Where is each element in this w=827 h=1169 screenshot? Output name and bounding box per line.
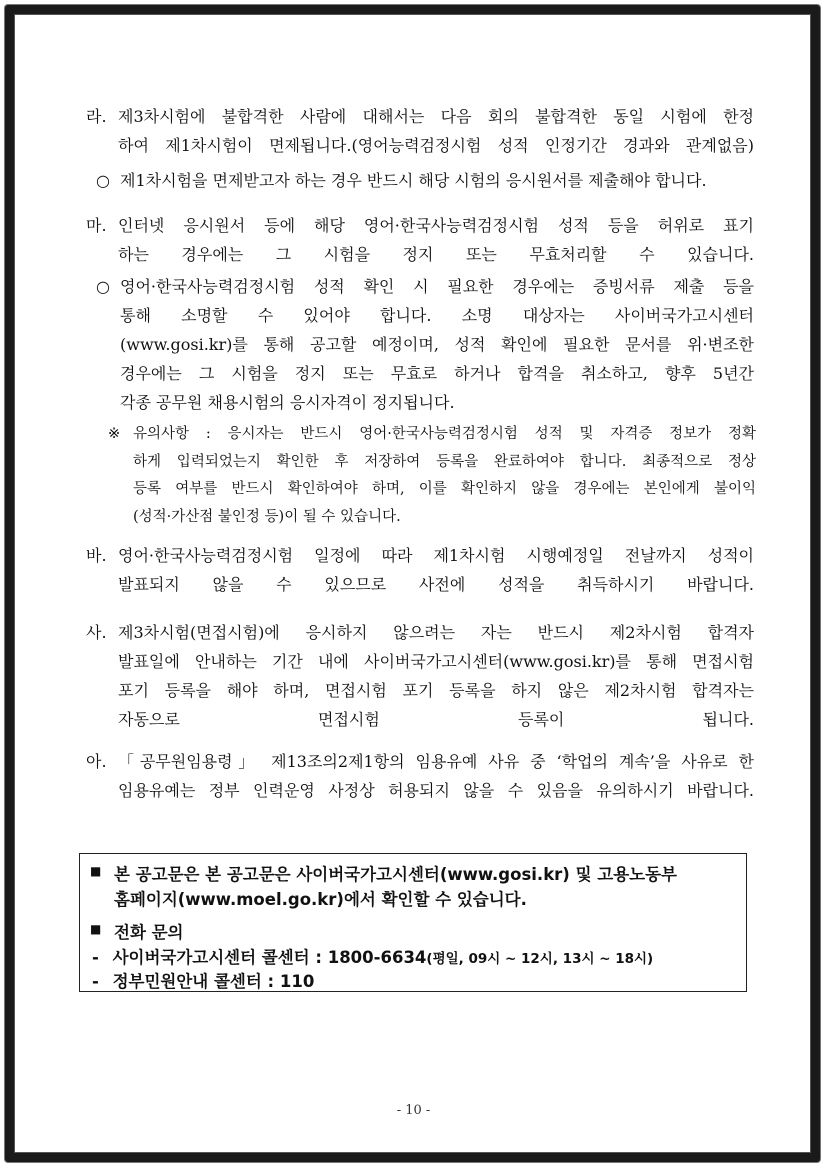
text-line: 임용유예는 정부 인력운영 사정상 허용되지 않을 수 있음을 유의하시기 바랍니다. bbox=[118, 781, 754, 800]
notice-line: 홈페이지(www.moel.go.kr)에서 확인할 수 있습니다. bbox=[114, 890, 527, 909]
circle-bullet-icon: ○ bbox=[96, 171, 110, 190]
text-line: 유의사항 : 응시자는 반드시 영어·한국사능력검정시험 성적 및 자격증 정보가 정확 bbox=[133, 426, 756, 442]
text-line: 하여 제1차시험이 면제됩니다.(영어능력검정시험 성적 인정기간 경과와 관계없음) bbox=[118, 136, 754, 155]
text-line: 영어·한국사능력검정시험 일정에 따라 제1차시험 시행예정일 전날까지 성적이 bbox=[118, 546, 754, 565]
item-marker: 마. bbox=[86, 216, 107, 235]
text-line: 제1차시험을 면제받고자 하는 경우 반드시 해당 시험의 응시원서를 제출해야 합니다. bbox=[120, 171, 707, 190]
item-marker: 바. bbox=[86, 546, 107, 565]
text-line: 「공무원임용령」 제13조의2제1항의 임용유예 사유 중 ‘학업의 계속’을 사유로 한 bbox=[118, 752, 754, 771]
item-marker: 라. bbox=[86, 107, 107, 126]
text-line: 등록 여부를 반드시 확인하여야 하며, 이를 확인하지 않을 경우에는 본인에게 불이익 bbox=[133, 481, 756, 497]
item-sa bbox=[86, 618, 754, 734]
item-ra-sub bbox=[96, 166, 756, 195]
text-line: (성적·가산점 불인정 등)이 될 수 있습니다. bbox=[133, 508, 401, 525]
dash: - bbox=[92, 948, 99, 967]
square-bullet-icon: ■ bbox=[90, 922, 102, 936]
text-line: 포기 등록을 해야 하며, 면접시험 포기 등록을 하지 않은 제2차시험 합격자는 bbox=[118, 681, 754, 700]
item-marker: 사. bbox=[86, 623, 107, 642]
text-line: 발표일에 안내하는 기간 내에 사이버국가고시센터(www.gosi.kr)를 통해 면접시험 bbox=[118, 652, 754, 671]
text-line: (www.gosi.kr)를 통해 공고할 예정이며, 성적 확인에 필요한 문서를 위·변조한 bbox=[120, 335, 754, 354]
text-line: 제3차시험에 불합격한 사람에 대해서는 다음 회의 불합격한 동일 시험에 한정 bbox=[118, 107, 754, 126]
text-line: 발표되지 않을 수 있으므로 사전에 성적을 취득하시기 바랍니다. bbox=[118, 575, 754, 594]
text-line: 자동으로 면접시험 등록이 됩니다. bbox=[118, 710, 754, 729]
contact-hours: (평일, 09시 ~ 12시, 13시 ~ 18시) bbox=[426, 951, 654, 967]
dash: - bbox=[92, 972, 99, 991]
text-line: 통해 소명할 수 있어야 합니다. 소명 대상자는 사이버국가고시센터 bbox=[120, 306, 754, 325]
notice-line: 본 공고문은 본 공고문은 사이버국가고시센터(www.gosi.kr) 및 고용노동부 bbox=[114, 865, 677, 884]
item-a bbox=[86, 747, 754, 805]
text-line: 하게 입력되었는지 확인한 후 저장하여 등록을 완료하여야 합니다. 최종적으로 정상 bbox=[133, 453, 756, 470]
item-marker: 아. bbox=[86, 752, 107, 771]
contact-row bbox=[92, 968, 314, 992]
caution-note bbox=[108, 421, 756, 531]
text-line: 제3차시험(면접시험)에 응시하지 않으려는 자는 반드시 제2차시험 합격자 bbox=[118, 623, 754, 642]
text-line: 각종 공무원 채용시험의 응시자격이 정지됩니다. bbox=[120, 393, 455, 412]
square-bullet-icon: ■ bbox=[90, 864, 102, 878]
reference-mark-icon: ※ bbox=[108, 426, 121, 442]
contact-label: 사이버국가고시센터 콜센터 : 1800-6634 bbox=[112, 948, 427, 967]
item-ra bbox=[86, 102, 754, 160]
contact-title: 전화 문의 bbox=[114, 923, 184, 942]
item-ma-sub bbox=[96, 272, 754, 417]
item-ma bbox=[86, 211, 754, 269]
text-line: 인터넷 응시원서 등에 해당 영어·한국사능력검정시험 성적 등을 허위로 표기 bbox=[118, 216, 754, 235]
circle-bullet-icon: ○ bbox=[96, 277, 110, 296]
item-ba bbox=[86, 541, 754, 599]
contact-row bbox=[92, 944, 653, 968]
text-line: 영어·한국사능력검정시험 성적 확인 시 필요한 경우에는 증빙서류 제출 등을 bbox=[120, 277, 754, 296]
text-line: 하는 경우에는 그 시험을 정지 또는 무효처리할 수 있습니다. bbox=[118, 245, 754, 264]
text-line: 경우에는 그 시험을 정지 또는 무효로 하거나 합격을 취소하고, 향후 5년간 bbox=[120, 364, 754, 383]
page-number: - 10 - bbox=[396, 1103, 431, 1118]
notice-box bbox=[79, 853, 747, 992]
contact-label: 정부민원안내 콜센터 : 110 bbox=[112, 972, 315, 991]
